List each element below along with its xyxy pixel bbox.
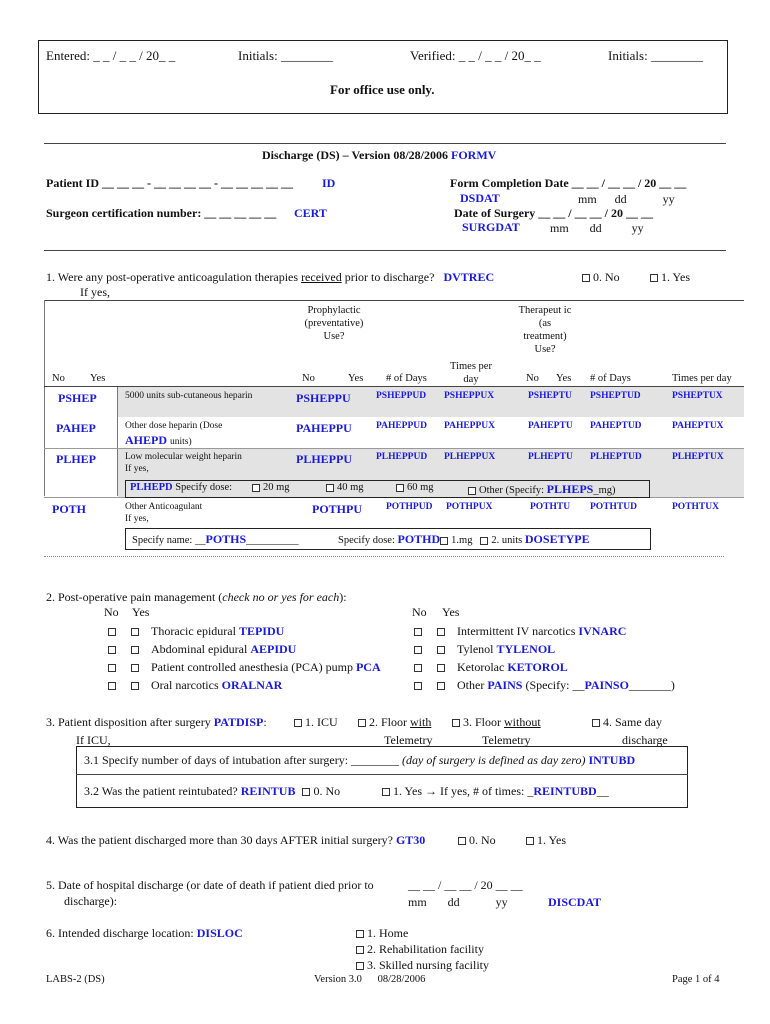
q3-option-icu[interactable] bbox=[294, 715, 338, 730]
poths-code: POTHS bbox=[205, 532, 247, 546]
plhepd-option-60[interactable] bbox=[396, 482, 434, 493]
q32-no: 0. No bbox=[313, 784, 341, 798]
checkbox-icon[interactable] bbox=[414, 682, 422, 690]
plhepd-option-40-label: 40 mg bbox=[337, 482, 364, 493]
plhepd-option-20[interactable] bbox=[252, 482, 290, 493]
q3-ificu: If ICU, bbox=[76, 733, 111, 747]
plheps-code: PLHEPS bbox=[546, 482, 594, 496]
row-desc-line2: If yes, bbox=[125, 464, 149, 474]
row-rule-1 bbox=[44, 386, 744, 387]
col-no-left: No bbox=[52, 373, 65, 384]
checkbox-icon[interactable] bbox=[582, 274, 590, 282]
q3-o3a: 3. Floor bbox=[463, 715, 502, 729]
row-pu[interactable]: PSHEPPU bbox=[296, 391, 351, 405]
q2-left-item-4 bbox=[108, 678, 282, 693]
row-pux[interactable]: PSHEPPUX bbox=[444, 391, 495, 401]
row-tud[interactable]: PLHEPTUD bbox=[590, 452, 642, 462]
q2-no-left: No bbox=[104, 605, 119, 619]
checkbox-icon[interactable] bbox=[356, 930, 364, 938]
entered-field[interactable]: Entered: _ _ / _ _ / 20_ _ bbox=[46, 48, 176, 63]
checkbox-icon[interactable] bbox=[650, 274, 658, 282]
initials-field-2[interactable]: Initials: ________ bbox=[608, 48, 703, 63]
checkbox-icon[interactable] bbox=[131, 646, 139, 654]
q1-text bbox=[46, 270, 494, 285]
q3-o3c: Telemetry bbox=[482, 733, 531, 747]
office-note: For office use only. bbox=[330, 82, 435, 97]
q2-code: KETOROL bbox=[507, 660, 568, 674]
poth-name-suffix: __________ bbox=[246, 535, 299, 546]
checkbox-icon[interactable] bbox=[414, 664, 422, 672]
row-code: PSHEP bbox=[58, 391, 97, 405]
plhepd-label: Specify dose: bbox=[175, 482, 233, 493]
col-therapeutic: Therapeut ic (as treatment) Use? bbox=[518, 305, 572, 355]
poth-specify-dose bbox=[338, 532, 590, 547]
row-pux[interactable]: PAHEPPUX bbox=[444, 421, 496, 431]
q2-left-item-1 bbox=[108, 624, 284, 639]
checkbox-icon[interactable] bbox=[131, 682, 139, 690]
q4-option-no[interactable] bbox=[458, 833, 496, 848]
checkbox-icon[interactable] bbox=[414, 628, 422, 636]
painso-code: PAINSO bbox=[584, 678, 629, 692]
q2-right-item-4 bbox=[414, 678, 675, 693]
row-pud[interactable]: PSHEPPUD bbox=[376, 391, 427, 401]
pothd-option-mg: 1.mg bbox=[451, 535, 473, 546]
checkbox-icon[interactable] bbox=[440, 537, 448, 545]
row-tu[interactable]: PAHEPTU bbox=[528, 421, 573, 431]
arrow-right-icon: → bbox=[425, 784, 438, 798]
q6-option-home[interactable] bbox=[356, 926, 408, 941]
q2-label: Tylenol bbox=[457, 642, 494, 656]
checkbox-icon[interactable] bbox=[108, 664, 116, 672]
surgery-date-code: SURGDAT bbox=[462, 220, 520, 234]
q5-code: DISCDAT bbox=[548, 895, 602, 909]
form-title bbox=[262, 148, 496, 163]
checkbox-icon[interactable] bbox=[526, 837, 534, 845]
plhepd-row bbox=[130, 482, 232, 493]
q2-title-suffix: ): bbox=[339, 590, 347, 604]
q6-option-rehab[interactable] bbox=[356, 942, 484, 957]
row-code: PLHEP bbox=[56, 452, 97, 466]
q3-option-floor-with[interactable] bbox=[358, 715, 431, 730]
q1-text-prefix: 1. Were any post-operative anticoagulation therapies bbox=[46, 270, 299, 284]
q4-row bbox=[46, 833, 425, 848]
checkbox-icon[interactable] bbox=[480, 537, 488, 545]
q5-date-field[interactable]: __ __ / __ __ / 20 __ __ bbox=[408, 878, 523, 892]
row-pux[interactable]: POTHPUX bbox=[446, 502, 493, 512]
q32-yes: 1. Yes bbox=[393, 784, 423, 798]
row-tud[interactable]: PSHEPTUD bbox=[590, 391, 641, 401]
row-tux[interactable]: PAHEPTUX bbox=[672, 421, 724, 431]
q2-label: Thoracic epidural bbox=[151, 624, 236, 638]
table-left-rule bbox=[44, 300, 45, 496]
completion-date-code: DSDAT bbox=[460, 191, 500, 205]
plhepd-option-40[interactable] bbox=[326, 482, 364, 493]
checkbox-icon[interactable] bbox=[326, 484, 334, 492]
plhepd-option-20-label: 20 mg bbox=[263, 482, 290, 493]
q32-code: REINTUB bbox=[240, 784, 296, 798]
q2-label: Other bbox=[457, 678, 485, 692]
q4-option-yes[interactable] bbox=[526, 833, 566, 848]
checkbox-icon[interactable] bbox=[108, 682, 116, 690]
row-pux[interactable]: PLHEPPUX bbox=[444, 452, 496, 462]
checkbox-icon[interactable] bbox=[108, 628, 116, 636]
col-days-t: # of Days bbox=[590, 373, 631, 384]
q5-line2: discharge): bbox=[64, 894, 118, 908]
q4-code: GT30 bbox=[395, 833, 426, 847]
col-times-t: Times per day bbox=[672, 373, 732, 384]
col-days-p: # of Days bbox=[386, 373, 427, 384]
row-tu[interactable]: POTHTU bbox=[530, 502, 571, 512]
row-tux[interactable]: POTHTUX bbox=[672, 502, 719, 512]
initials-field-1[interactable]: Initials: ________ bbox=[238, 48, 333, 63]
q2-label: Abdominal epidural bbox=[151, 642, 248, 656]
col-times-per-day-p: Times per day bbox=[450, 361, 492, 385]
form-title-text: Discharge (DS) – Version 08/28/2006 bbox=[262, 148, 448, 162]
q31-row[interactable] bbox=[84, 753, 635, 768]
col-yes-t: Yes bbox=[556, 373, 572, 384]
q3-o2a: 2. Floor bbox=[369, 715, 408, 729]
q32-ifyes: If yes, # of times: _ bbox=[440, 784, 534, 798]
col-yes-left: Yes bbox=[90, 373, 106, 384]
q1-option-yes-label: 1. Yes bbox=[661, 270, 691, 284]
q2-code: TEPIDU bbox=[238, 624, 285, 638]
q2-title-italic: check no or yes for each bbox=[222, 590, 340, 604]
pothd-option-units: 2. units bbox=[491, 535, 523, 546]
q2-code: TYLENOL bbox=[496, 642, 556, 656]
q2-code: PAINS bbox=[487, 678, 523, 692]
q3-o4b: discharge bbox=[622, 733, 668, 747]
q3-option-floor-without[interactable] bbox=[452, 715, 541, 730]
checkbox-icon[interactable] bbox=[294, 719, 302, 727]
plhepd-option-60-label: 60 mg bbox=[407, 482, 434, 493]
checkbox-icon[interactable] bbox=[468, 487, 476, 495]
table-top-rule bbox=[44, 300, 744, 301]
header-bottom-rule bbox=[44, 250, 726, 251]
completion-date-units: mm dd yy bbox=[578, 192, 675, 206]
col-no-p: No bbox=[302, 373, 315, 384]
row-rule-2 bbox=[44, 448, 744, 449]
row-pud[interactable]: POTHPUD bbox=[386, 502, 433, 512]
row-pu[interactable]: PAHEPPU bbox=[296, 421, 352, 435]
ahepd-suffix: units) bbox=[170, 437, 192, 447]
q1-ifyes: If yes, bbox=[80, 285, 110, 299]
q4-no: 0. No bbox=[469, 833, 496, 847]
q2-left-item-2 bbox=[108, 642, 296, 657]
q6-prefix: 6. Intended discharge location: bbox=[46, 926, 194, 940]
surgery-date-field[interactable]: Date of Surgery __ __ / __ __ / 20 __ __ bbox=[454, 206, 653, 220]
q4-yes: 1. Yes bbox=[537, 833, 567, 847]
ahepd-code: AHEPD bbox=[125, 433, 167, 447]
q6-opt-label: 2. Rehabilitation facility bbox=[367, 942, 484, 956]
q1-text-underlined: received bbox=[301, 270, 342, 284]
q2-left-item-3 bbox=[108, 660, 381, 675]
verified-field[interactable]: Verified: _ _ / _ _ / 20_ _ bbox=[410, 48, 541, 63]
checkbox-icon[interactable] bbox=[592, 719, 600, 727]
checkbox-icon[interactable] bbox=[382, 788, 390, 796]
header-top-rule bbox=[44, 143, 726, 144]
footer-center: Version 3.0 08/28/2006 bbox=[314, 974, 426, 985]
col-prophylactic: Prophylactic (preventative) Use? bbox=[304, 305, 364, 342]
q5-date-units: mm dd yy bbox=[408, 895, 508, 909]
plhepd-other-suffix: _mg) bbox=[593, 485, 616, 496]
q32-row bbox=[84, 784, 340, 799]
surgeon-cert-field[interactable]: Surgeon certification number: __ __ __ __ __ bbox=[46, 206, 277, 220]
checkbox-icon[interactable] bbox=[356, 946, 364, 954]
row-pu[interactable]: PLHEPPU bbox=[296, 452, 352, 466]
q6-code: DISLOC bbox=[196, 926, 243, 940]
q2-right-item-1 bbox=[414, 624, 626, 639]
q6-opt-label: 3. Skilled nursing facility bbox=[367, 958, 489, 972]
row-tud[interactable]: PAHEPTUD bbox=[590, 421, 642, 431]
checkbox-icon[interactable] bbox=[437, 628, 445, 636]
q3-code: PATDISP bbox=[213, 715, 264, 729]
row-desc: Other dose heparin (Dose bbox=[125, 421, 223, 431]
pothd-code: POTHD bbox=[397, 532, 441, 546]
table-bottom-dotted bbox=[44, 556, 724, 557]
poth-specify-name[interactable] bbox=[132, 532, 299, 547]
q6-option-snf[interactable] bbox=[356, 958, 489, 973]
q1-option-no[interactable] bbox=[582, 270, 620, 285]
q1-text-suffix: prior to discharge? bbox=[344, 270, 435, 284]
q6-text bbox=[46, 926, 243, 941]
row-tu[interactable]: PLHEPTU bbox=[528, 452, 573, 462]
q3-option-same-day[interactable] bbox=[592, 715, 662, 730]
q2-code: IVNARC bbox=[578, 624, 627, 638]
q32-text: 3.2 Was the patient reintubated? bbox=[84, 784, 238, 798]
q2-code: ORALNAR bbox=[221, 678, 283, 692]
col-no-t: No bbox=[526, 373, 539, 384]
q2-label: Ketorolac bbox=[457, 660, 505, 674]
q6-opt-label: 1. Home bbox=[367, 926, 409, 940]
col-yes-p: Yes bbox=[348, 373, 364, 384]
checkbox-icon[interactable] bbox=[356, 962, 364, 970]
row-pud[interactable]: PLHEPPUD bbox=[376, 452, 428, 462]
q2-label: Patient controlled anesthesia (PCA) pump bbox=[151, 660, 353, 674]
surgery-date-units: mm dd yy bbox=[550, 221, 644, 235]
q3-o3b: without bbox=[504, 715, 541, 729]
q3-prefix: 3. Patient disposition after surgery bbox=[46, 715, 211, 729]
q2-yes-left: Yes bbox=[132, 605, 150, 619]
checkbox-icon[interactable] bbox=[396, 484, 404, 492]
q2-code: AEPIDU bbox=[250, 642, 297, 656]
form-version-code: FORMV bbox=[451, 148, 497, 162]
q3-o4a: 4. Same day bbox=[603, 715, 662, 729]
checkbox-icon[interactable] bbox=[437, 664, 445, 672]
q32-tail: __ bbox=[596, 784, 609, 798]
checkbox-icon[interactable] bbox=[302, 788, 310, 796]
q2-right-item-2 bbox=[414, 642, 555, 657]
row-tux[interactable]: PLHEPTUX bbox=[672, 452, 724, 462]
checkbox-icon[interactable] bbox=[252, 484, 260, 492]
q2-code: PCA bbox=[355, 660, 381, 674]
icu-box-divider bbox=[76, 774, 688, 775]
q3-o2b: with bbox=[410, 715, 432, 729]
row-pud[interactable]: PAHEPPUD bbox=[376, 421, 428, 431]
row-desc-line2 bbox=[125, 433, 192, 448]
q2-label: Oral narcotics bbox=[151, 678, 219, 692]
checkbox-icon[interactable] bbox=[108, 646, 116, 654]
footer-page-number: Page 1 of 4 bbox=[672, 974, 720, 985]
row-desc-line2: If yes, bbox=[125, 514, 149, 524]
q2-title-prefix: 2. Post-operative pain management ( bbox=[46, 590, 223, 604]
dosetype-code: DOSETYPE bbox=[524, 532, 590, 546]
q3-text: 3. Patient disposition after surgery PATDISP: bbox=[46, 715, 267, 729]
completion-date-field[interactable]: Form Completion Date __ __ / __ __ / 20 __ __ bbox=[450, 176, 687, 190]
q2-no-right: No bbox=[412, 605, 427, 619]
checkbox-icon[interactable] bbox=[358, 719, 366, 727]
q31-text: 3.1 Specify number of days of intubation after surgery: ________ bbox=[84, 753, 400, 767]
q3-option-icu-label: 1. ICU bbox=[305, 715, 338, 729]
row-tu[interactable]: PSHEPTU bbox=[528, 391, 572, 401]
q2-right-item-3 bbox=[414, 660, 568, 675]
checkbox-icon[interactable] bbox=[437, 646, 445, 654]
q31-italic: (day of surgery is defined as day zero) bbox=[402, 753, 586, 767]
plhepd-code: PLHEPD bbox=[130, 482, 173, 493]
q2-other-suffix2: _______) bbox=[628, 678, 675, 692]
plhepd-option-other[interactable] bbox=[468, 482, 616, 497]
q2-yes-right: Yes bbox=[442, 605, 460, 619]
row-desc: Low molecular weight heparin bbox=[125, 452, 242, 462]
checkbox-icon[interactable] bbox=[437, 682, 445, 690]
q2-other-suffix: (Specify: __ bbox=[525, 678, 585, 692]
footer-left: LABS-2 (DS) bbox=[46, 974, 105, 985]
q2-label: Intermittent IV narcotics bbox=[457, 624, 576, 638]
surgeon-cert-code: CERT bbox=[294, 206, 327, 220]
row-code: PAHEP bbox=[56, 421, 96, 435]
row-tux[interactable]: PSHEPTUX bbox=[672, 391, 723, 401]
reintubd-code: REINTUBD bbox=[533, 784, 597, 798]
poth-name-label: Specify name: __ bbox=[132, 535, 206, 546]
row-desc: 5000 units sub-cutaneous heparin bbox=[125, 391, 253, 401]
q1-option-yes[interactable] bbox=[650, 270, 690, 285]
q32-yes-option[interactable] bbox=[382, 784, 609, 799]
q5-line1: 5. Date of hospital discharge (or date of death if patient died prior to bbox=[46, 878, 374, 892]
checkbox-icon[interactable] bbox=[131, 664, 139, 672]
checkbox-icon[interactable] bbox=[452, 719, 460, 727]
checkbox-icon[interactable] bbox=[458, 837, 466, 845]
patient-id-field[interactable]: Patient ID __ __ __ - __ __ __ __ - __ __ __ __ __ bbox=[46, 176, 293, 190]
row-pu[interactable]: POTHPU bbox=[312, 502, 362, 516]
q31-code: INTUBD bbox=[588, 753, 636, 767]
checkbox-icon[interactable] bbox=[131, 628, 139, 636]
q1-code: DVTREC bbox=[443, 270, 495, 284]
q2-title bbox=[46, 590, 347, 605]
row-desc: Other Anticoagulant bbox=[125, 502, 203, 512]
q3-o2c: Telemetry bbox=[384, 733, 433, 747]
poth-dose-label: Specify dose: bbox=[338, 535, 395, 546]
row-code: POTH bbox=[52, 502, 87, 516]
row-tud[interactable]: POTHTUD bbox=[590, 502, 637, 512]
q4-text: 4. Was the patient discharged more than 30 days AFTER initial surgery? bbox=[46, 833, 393, 847]
q1-option-no-label: 0. No bbox=[593, 270, 620, 284]
patient-id-code: ID bbox=[322, 176, 336, 190]
checkbox-icon[interactable] bbox=[414, 646, 422, 654]
plhepd-other-prefix: Other (Specify: bbox=[479, 485, 545, 496]
